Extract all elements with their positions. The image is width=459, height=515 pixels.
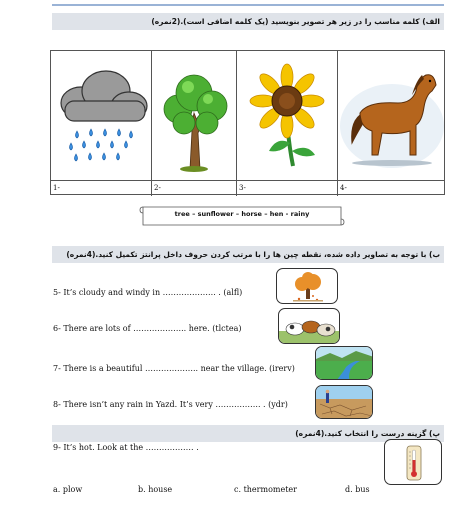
dry-land-box bbox=[315, 385, 373, 419]
top-rule bbox=[52, 4, 444, 6]
section-3-title: پ) گزینه درست را انتخاب کنید.(4نمره) bbox=[52, 425, 444, 442]
option-a[interactable]: a. plow bbox=[53, 485, 83, 494]
rain-cloud-icon bbox=[51, 51, 152, 180]
word-list: tree – sunflower – horse – hen - rainy bbox=[174, 210, 310, 218]
option-d[interactable]: d. bus bbox=[345, 485, 370, 494]
autumn-tree-icon bbox=[277, 269, 338, 304]
thermometer-icon bbox=[385, 440, 442, 485]
question-5: 5- It’s cloudy and windy in ……………….. . (alfl) bbox=[53, 288, 243, 297]
dry-land-icon bbox=[316, 386, 373, 419]
number-3: 3- bbox=[237, 181, 338, 196]
river-icon bbox=[316, 347, 373, 380]
tree-icon bbox=[152, 51, 237, 180]
option-b[interactable]: b. house bbox=[138, 485, 173, 494]
question-7: 7- There is a beautiful ……………….. near the village. (irerv) bbox=[53, 364, 295, 373]
number-4: 4- bbox=[340, 184, 347, 192]
cattle-icon bbox=[279, 309, 340, 344]
option-c[interactable]: c. thermometer bbox=[234, 485, 297, 494]
sunflower-icon bbox=[237, 51, 338, 180]
question-9: 9- It’s hot. Look at the ……………… . bbox=[53, 443, 199, 452]
number-1: 1- bbox=[51, 181, 152, 196]
image-table bbox=[50, 50, 445, 195]
image-cell-4 bbox=[338, 51, 446, 180]
cattle-box bbox=[278, 308, 340, 344]
number-row bbox=[51, 180, 444, 195]
image-cell-3 bbox=[237, 51, 338, 180]
question-6: 6- There are lots of ……………….. here. (tlctea) bbox=[53, 324, 242, 333]
number-2: 2- bbox=[152, 181, 237, 196]
image-cell-2 bbox=[152, 51, 237, 180]
river-box bbox=[315, 346, 373, 380]
horse-icon bbox=[338, 51, 446, 180]
word-box bbox=[139, 205, 345, 227]
section-2-title: ب) با توجه به تصاویر داده شده، نقطه چین ها را با مرتب کردن حروف داخل پرانتز تکمیل کنید.(4نمره) bbox=[52, 246, 444, 263]
section-1-title: الف) کلمه مناسب را در زیر هر تصویر بنویسید (یک کلمه اضافی است).(2نمره) bbox=[52, 13, 444, 30]
thermometer-box bbox=[384, 439, 442, 485]
question-8: 8- There isn’t any rain in Yazd. It’s very …………….. . (ydr) bbox=[53, 400, 288, 409]
autumn-tree-box bbox=[276, 268, 338, 304]
image-cell-1 bbox=[51, 51, 152, 180]
